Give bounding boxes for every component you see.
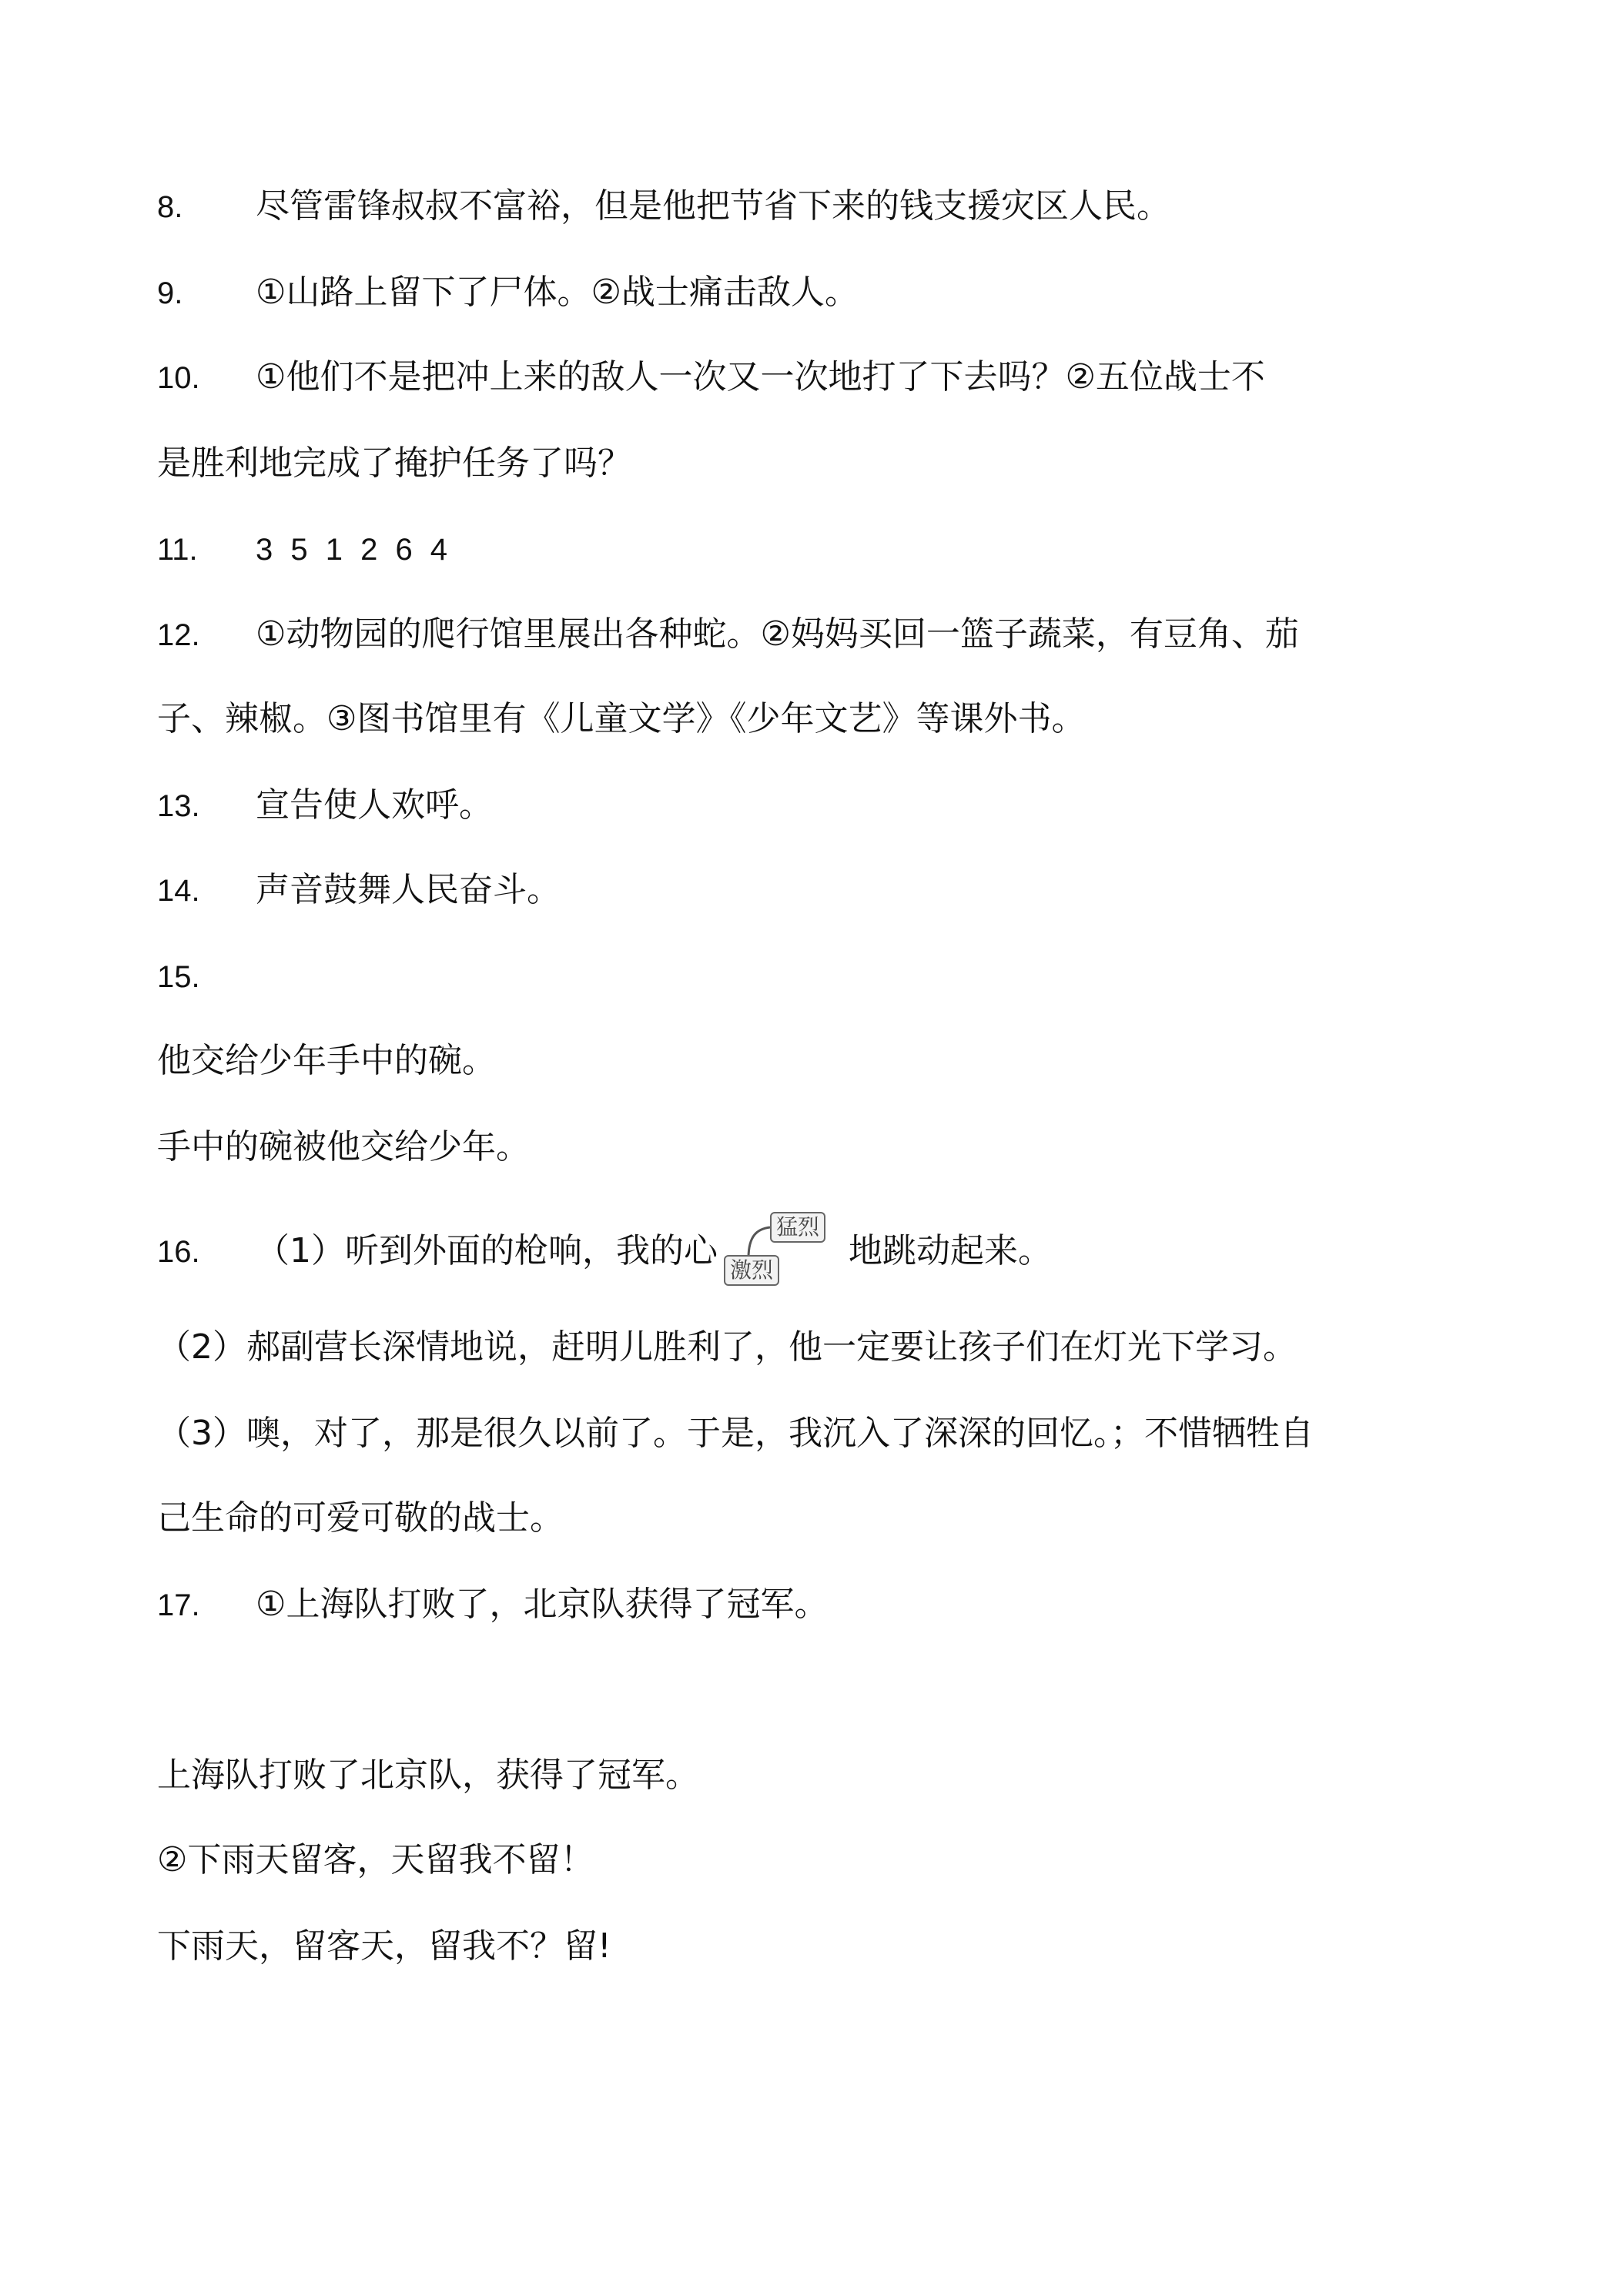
item-number: 10. [157,361,200,395]
item-text: 宣告使人欢呼。 [256,785,493,825]
answer-line: 手中的碗被他交给少年。 [157,1127,530,1166]
item-text: 3 5 1 2 6 4 [256,533,453,567]
item-16-line-4 [157,1497,564,1540]
item-14 [157,869,561,912]
item-number: 13. [157,789,200,823]
word-choice-diagram [718,1212,849,1294]
item-17-line-4 [157,1925,611,1968]
item-number: 14. [157,874,200,908]
item-text: 尽管雷锋叔叔不富裕，但是他把节省下来的钱支援灾区人民。 [256,186,1170,226]
answer-line: 己生命的可爱可敬的战士。 [157,1498,564,1538]
item-number: 16. [157,1235,200,1269]
answer-line: 下雨天，留客天，留我不？留! [157,1926,611,1966]
item-10-continuation [157,442,631,485]
item-text: 声音鼓舞人民奋斗。 [256,870,561,909]
item-17-line-2 [157,1754,699,1797]
item-16-line-3 [157,1412,1314,1455]
item-text: ①他们不是把冲上来的敌人一次又一次地打了下去吗？②五位战士不 [256,357,1265,397]
item-10 [157,356,1265,400]
item-number: 11. [157,533,198,567]
item-16 [157,1212,1052,1294]
item-text-after: 地跳动起来。 [849,1231,1052,1270]
item-15-line-1 [157,1039,496,1083]
item-text-continued: 是胜利地完成了掩护任务了吗？ [157,443,631,483]
item-number: 17. [157,1588,200,1622]
answer-line: （3）噢，对了，那是很久以前了。于是，我沉入了深深的回忆。；不惜牺牲自 [157,1414,1314,1453]
item-8 [157,185,1170,229]
item-text-before: （1）听到外面的枪响，我的心 [256,1231,718,1270]
item-9 [157,271,859,315]
choice-option-bottom: 激烈 [724,1255,779,1286]
answer-line: （2）郝副营长深情地说，赶明儿胜利了，他一定要让孩子们在灯光下学习。 [157,1327,1297,1367]
item-11 [157,527,452,571]
item-12-continuation [157,698,1085,741]
item-number: 9. [157,276,183,310]
item-13 [157,784,493,828]
item-number: 12. [157,618,200,652]
item-text: ①上海队打败了，北京队获得了冠军。 [256,1585,829,1624]
item-15-line-2 [157,1126,530,1169]
item-text: ①山路上留下了尸体。②战士痛击敌人。 [256,273,859,312]
answer-line: 他交给少年手中的碗。 [157,1041,496,1080]
item-17-line-3 [157,1839,594,1882]
choice-option-top: 猛烈 [770,1212,825,1243]
item-12 [157,613,1299,657]
item-16-line-2 [157,1326,1297,1369]
answer-line: ②下雨天留客，天留我不留！ [157,1840,594,1879]
item-text: ①动物园的爬行馆里展出各种蛇。②妈妈买回一篮子蔬菜，有豆角、茄 [256,614,1299,654]
item-number: 8. [157,190,183,224]
answer-line: 上海队打败了北京队，获得了冠军。 [157,1755,699,1795]
item-text-continued: 子、辣椒。③图书馆里有《儿童文学》《少年文艺》等课外书。 [157,699,1086,738]
item-15 [157,955,256,999]
item-number: 15. [157,960,200,994]
item-17 [157,1583,828,1627]
